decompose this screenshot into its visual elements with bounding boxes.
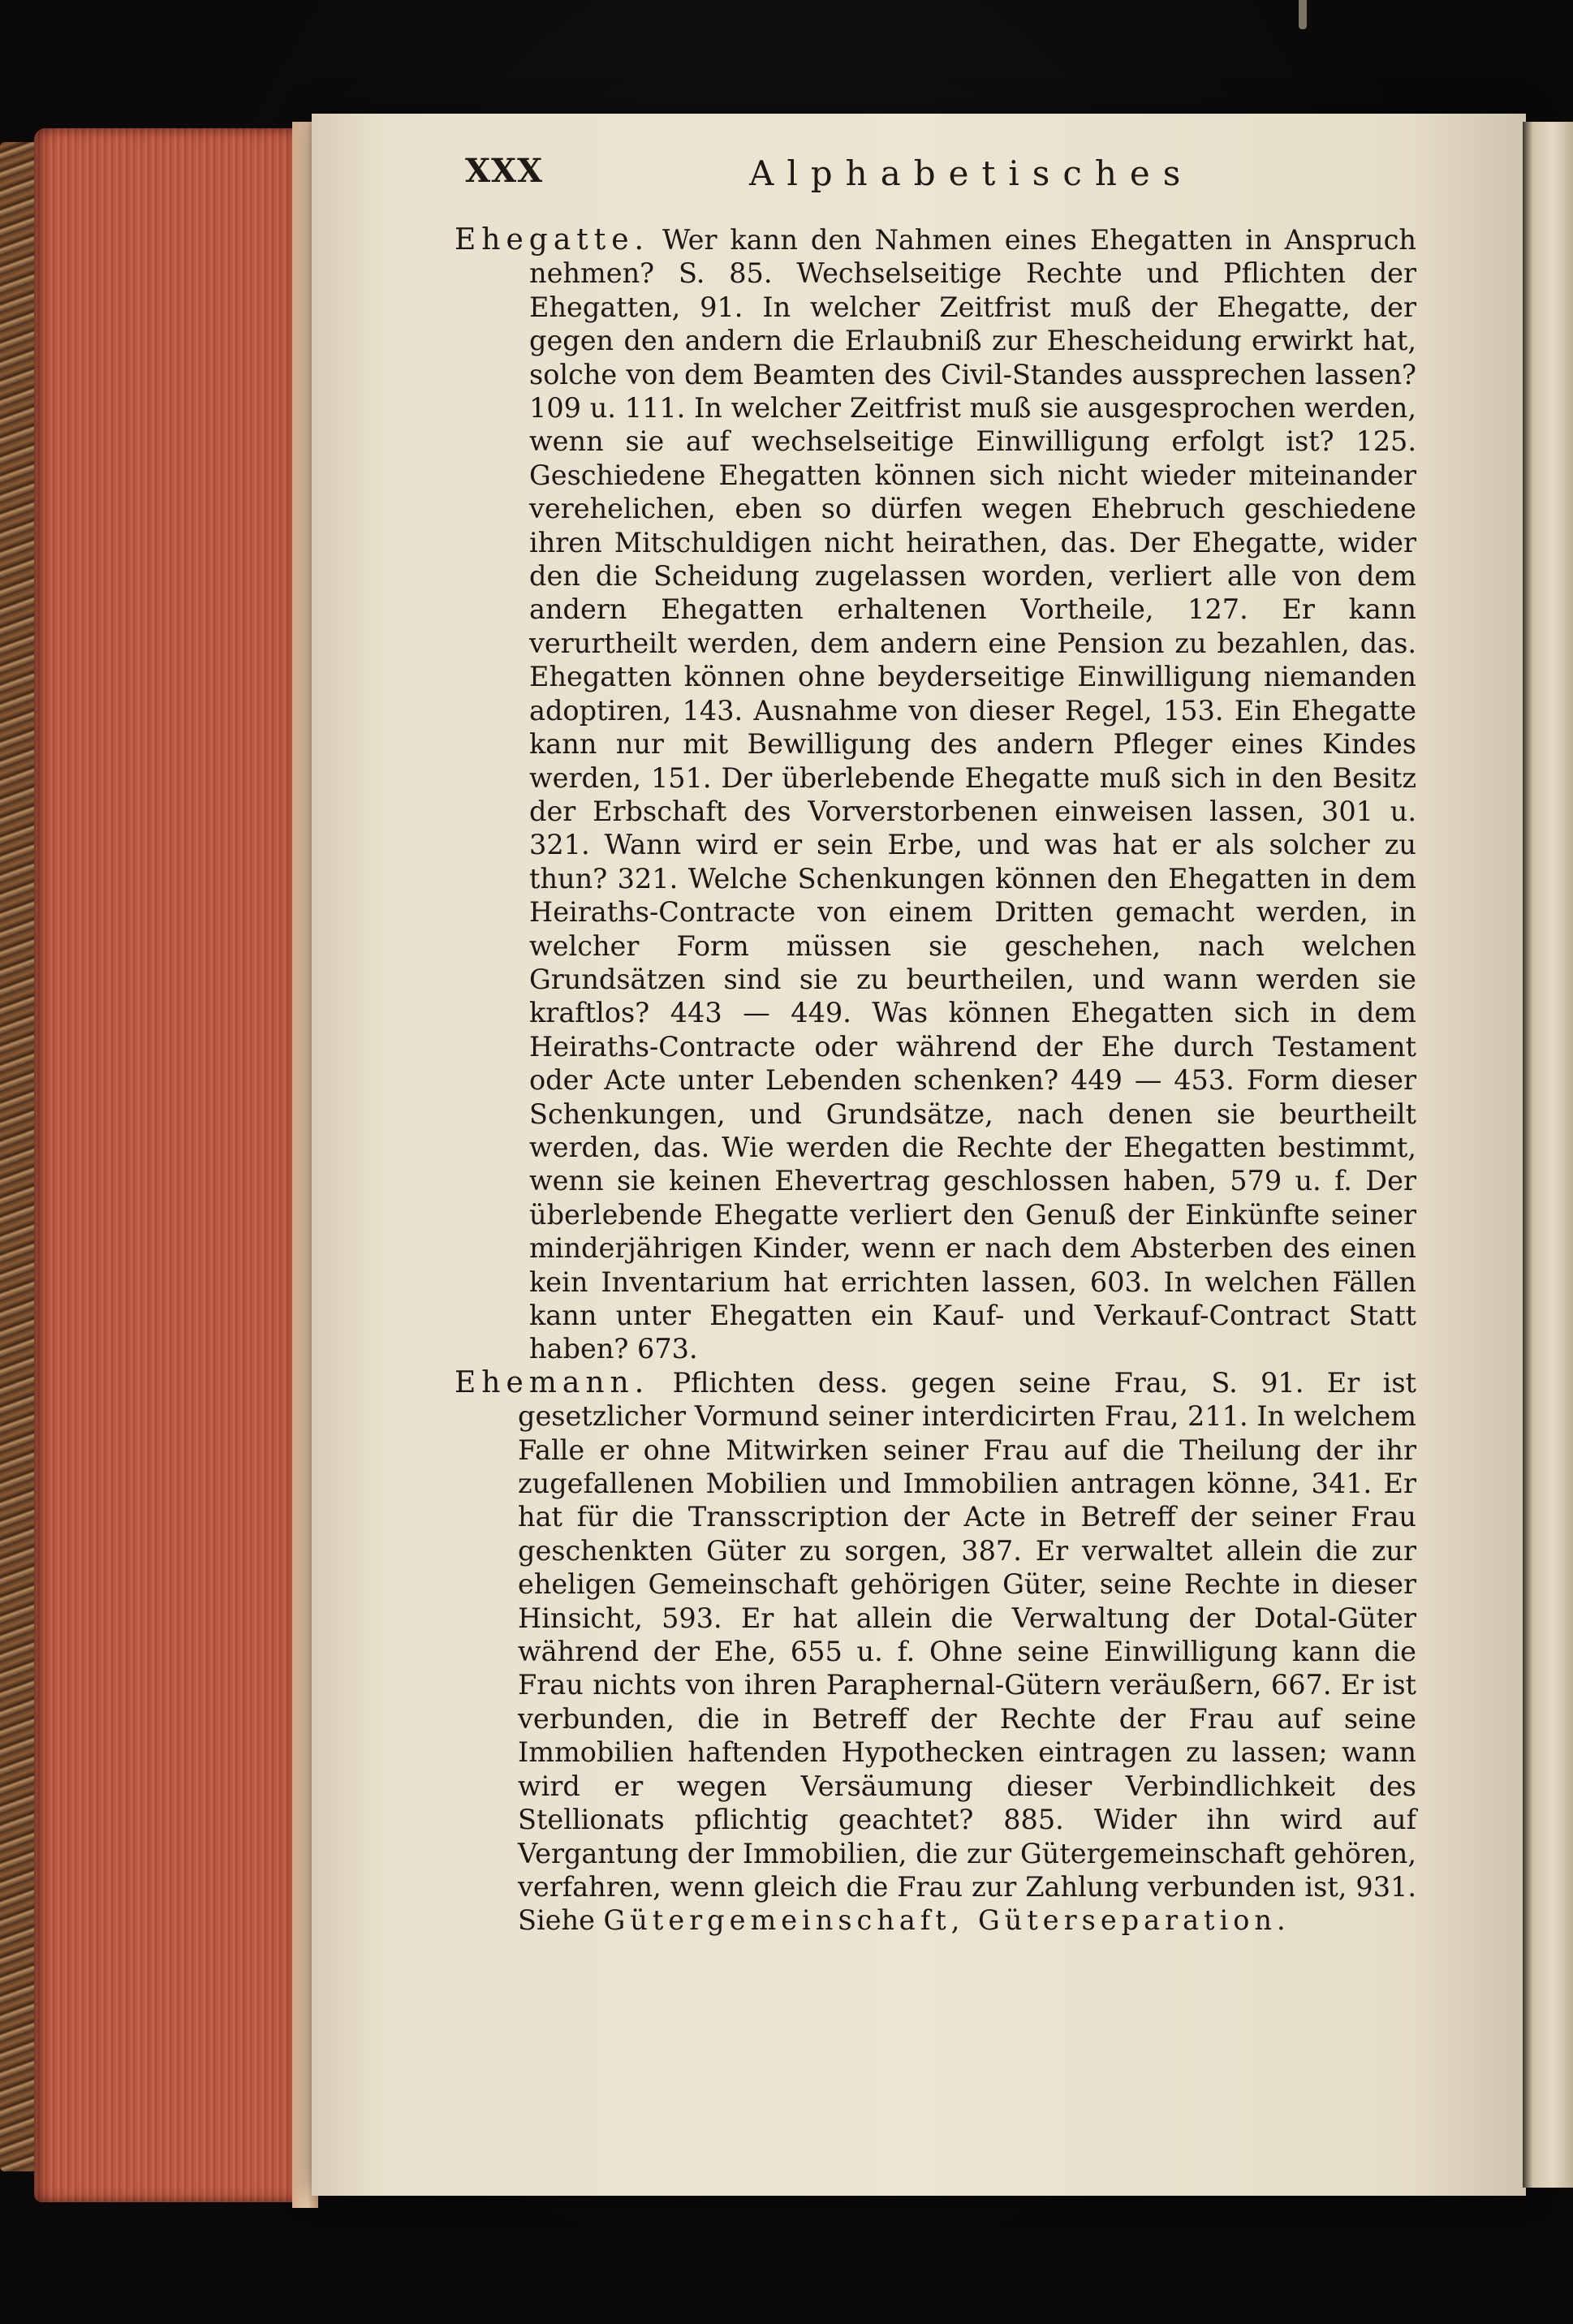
running-title: Alphabetisches xyxy=(749,153,1194,193)
entry-headword: Ehegatte. xyxy=(455,223,649,257)
right-page-edge xyxy=(1523,122,1573,2188)
page-number: XXX xyxy=(465,152,544,190)
index-entry-ehegatte xyxy=(455,223,1416,1366)
index-entry-ehemann xyxy=(455,1366,1416,1938)
entry-text: Pflichten dess. gegen seine Frau, S. 91. Er ist gesetzlicher Vormund seiner interdicirten Frau, 211. In welchem Falle er ohne Mitwirken seiner Frau auf die Theilung der ihr zugefallenen Mobilien und Immobilien antragen könne, 341. Er hat für die Transscription der Acte in Betreff der seiner Frau geschenkten Güter zu sorgen, 387. Er verwaltet allein die zur eheligen Gemeinschaft gehörigen Güter, seine Rechte in dieser Hinsicht, 593. Er hat allein die Verwaltung der Dotal-Güter während der Ehe, 655 u. f. Ohne seine Einwilligung kann die Frau nichts von ihren Paraphernal-Gütern veräußern, 667. Er ist verbunden, die in Betreff der Rechte der Frau auf seine Immobilien haftenden Hypothecken eintragen zu lassen; wann wird er wegen Versäumung dieser Verbindlichkeit des Stellionats pflichtig geachtet? 885. Wider ihn wird auf Vergantung der Immobilien, die zur Gütergemeinschaft gehören, verfahren, wenn gleich die Frau zur Zahlung verbunden ist, 931. Siehe xyxy=(518,1366,1416,1937)
entry-see-also: Gütergemeinschaft, Güterseparation. xyxy=(603,1904,1291,1937)
page-stack-edge xyxy=(34,128,310,2202)
bookmark-ribbon xyxy=(1299,0,1307,29)
page-header xyxy=(465,152,1480,200)
entry-text: Wer kann den Nahmen eines Ehegatten in Anspruch nehmen? S. 85. Wechselseitige Rechte und Pflichten der Ehegatten, 91. In welcher Zeitfrist muß der Ehegatte, der gegen den andern die Erlaubniß zur Ehescheidung erwirkt hat, solche von dem Beamten des Civil-Standes aussprechen lassen? 109 u. 111. In welcher Zeitfrist muß sie ausgesprochen werden, wenn sie auf wechselseitige Einwilligung erfolgt ist? 125. Geschiedene Ehegatten können sich nicht wieder miteinander verehelichen, eben so dürfen wegen Ehebruch geschiedene ihren Mitschuldigen nicht heirathen, das. Der Ehegatte, wider den die Scheidung zugelassen worden, verliert alle von dem andern Ehegatten erhaltenen Vortheile, 127. Er kann verurtheilt werden, dem andern eine Pension zu bezahlen, das. Ehegatten können ohne beyderseitige Einwilligung niemanden adoptiren, 143. Ausnahme von dieser Regel, 153. Ein Ehegatte kann nur mit Bewilligung des andern Pfleger eines Kindes werden, 151. Der überlebende Ehegatte muß sich in den Besitz der Erbschaft des Vorverstorbenen einweisen lassen, 301 u. 321. Wann wird er sein Erbe, und was hat er als solcher zu thun? 321. Welche Schenkungen können den Ehegatten in dem Heiraths-Contracte von einem Dritten gemacht werden, in welcher Form müssen sie geschehen, nach welchen Grundsätzen sind sie zu beurtheilen, und wann werden sie kraftlos? 443 — 449. Was können Ehegatten sich in dem Heiraths-Contracte oder während der Ehe durch Testament oder Acte unter Lebenden schenken? 449 — 453. Form dieser Schenkungen, und Grundsätze, nach denen sie beurtheilt werden, das. Wie werden die Rechte der Ehegatten bestimmt, wenn sie keinen Ehevertrag geschlossen haben, 579 u. f. Der überlebende Ehegatte verliert den Genuß der Einkünfte seiner minderjährigen Kinder, wenn er nach dem Absterben des einen kein Inventarium hat errichten lassen, 603. In welchen Fällen kann unter Ehegatten ein Kauf- und Verkauf-Contract Statt haben? 673. xyxy=(529,224,1416,1365)
index-body xyxy=(455,223,1416,1938)
entry-headword: Ehemann. xyxy=(455,1365,650,1399)
